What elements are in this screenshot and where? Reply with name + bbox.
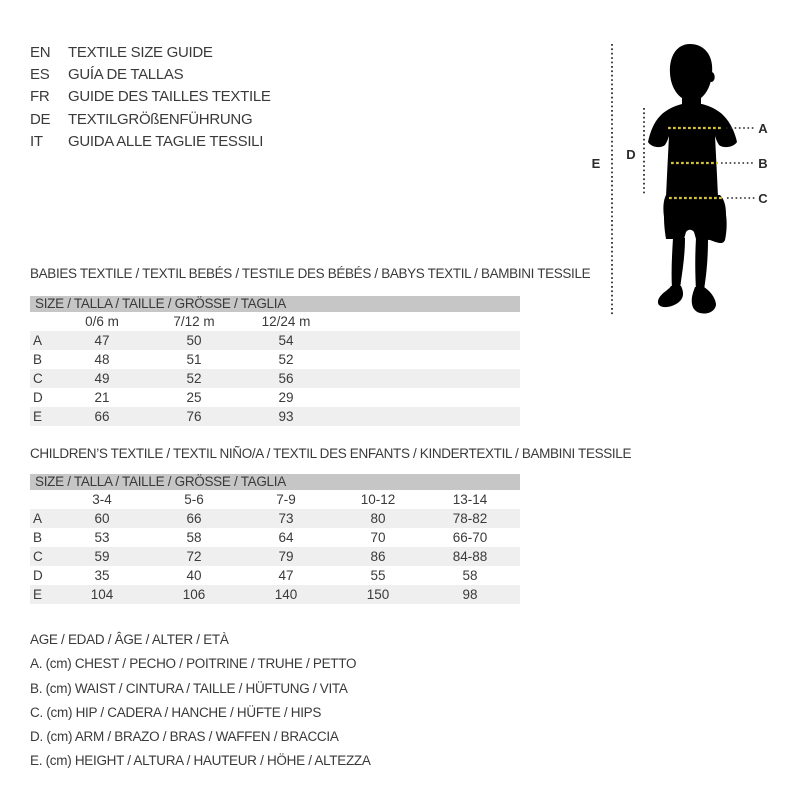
size-value: 49 — [94, 371, 110, 386]
language-code: IT — [30, 133, 43, 151]
legend-line: D. (cm) ARM / BRAZO / BRAS / WAFFEN / BRACCIA — [30, 729, 339, 745]
size-value: 66 — [94, 409, 110, 424]
language-guide-title: GUIDA ALLE TAGLIE TESSILI — [68, 133, 264, 151]
row-label-spacer — [30, 312, 56, 331]
row-label: A — [33, 511, 43, 526]
size-value: 52 — [186, 371, 202, 386]
children-section-title: CHILDREN’S TEXTILE / TEXTIL NIÑO/A / TEXTIL DES ENFANTS / KINDERTEXTIL / BAMBINI TESSILE — [30, 446, 632, 461]
size-value: 29 — [278, 390, 294, 405]
size-value: 86 — [370, 549, 386, 564]
size-value: 80 — [370, 511, 386, 526]
size-column-header: 10-12 — [360, 492, 396, 507]
language-title-list — [30, 41, 271, 153]
size-value: 40 — [186, 568, 202, 583]
left-shoe — [658, 286, 683, 307]
language-guide-title: GUÍA DE TALLAS — [68, 66, 184, 84]
shorts — [663, 195, 726, 243]
d-label: D — [626, 147, 636, 162]
row-label: C — [33, 371, 43, 386]
language-guide-title: GUIDE DES TAILLES TEXTILE — [68, 88, 271, 106]
row-label-spacer — [30, 490, 56, 509]
size-value: 58 — [186, 530, 202, 545]
ear — [708, 72, 714, 82]
language-row — [30, 63, 271, 85]
language-guide-title: TEXTILGRÖßENFÜHRUNG — [68, 110, 253, 128]
size-value: 52 — [278, 352, 294, 367]
language-guide-title: TEXTILE SIZE GUIDE — [68, 43, 213, 61]
right-leg — [695, 238, 708, 290]
language-code: FR — [30, 88, 50, 106]
legend-line: C. (cm) HIP / CADERA / HANCHE / HÜFTE / HIPS — [30, 704, 322, 720]
size-value: 84-88 — [452, 549, 488, 564]
language-code: EN — [30, 43, 51, 61]
size-value: 66 — [186, 511, 202, 526]
measurement-row — [30, 369, 520, 388]
size-value: 106 — [182, 587, 206, 602]
children-size-table — [30, 474, 520, 604]
size-value: 104 — [90, 587, 114, 602]
babies-section-title: BABIES TEXTILE / TEXTIL BEBÉS / TESTILE DES BÉBÉS / BABYS TEXTIL / BAMBINI TESSILE — [30, 266, 591, 281]
row-label: B — [33, 530, 43, 545]
size-value: 48 — [94, 352, 110, 367]
legend-line: E. (cm) HEIGHT / ALTURA / HAUTEUR / HÖHE / ALTEZZA — [30, 753, 371, 769]
language-row — [30, 108, 271, 130]
column-header-row — [30, 490, 520, 509]
e-label: E — [591, 156, 601, 171]
size-value: 73 — [278, 511, 294, 526]
measurement-row — [30, 528, 520, 547]
size-value: 66-70 — [452, 530, 488, 545]
size-column-header: 5-6 — [184, 492, 204, 507]
legend-line: AGE / EDAD / ÂGE / ALTER / ETÀ — [30, 632, 229, 647]
size-value: 25 — [186, 390, 202, 405]
b-label: B — [758, 156, 768, 171]
child-silhouette — [648, 44, 737, 314]
size-value: 58 — [462, 568, 478, 583]
size-value: 56 — [278, 371, 294, 386]
measurement-row — [30, 566, 520, 585]
row-label: E — [33, 409, 43, 424]
head — [670, 44, 712, 105]
legend-line: A. (cm) CHEST / PECHO / POITRINE / TRUHE / PETTO — [30, 656, 357, 672]
size-value: 35 — [94, 568, 110, 583]
row-label: C — [33, 549, 43, 564]
c-label: C — [758, 191, 768, 206]
size-value: 21 — [94, 390, 110, 405]
size-value: 53 — [94, 530, 110, 545]
language-code: DE — [30, 110, 51, 128]
size-column-header: 0/6 m — [85, 314, 119, 329]
size-value: 79 — [278, 549, 294, 564]
column-header-row — [30, 312, 520, 331]
language-code: ES — [30, 66, 50, 84]
measurement-row — [30, 388, 520, 407]
size-column-header: 7-9 — [276, 492, 296, 507]
size-value: 72 — [186, 549, 202, 564]
measurement-legend — [30, 628, 371, 774]
size-value: 150 — [366, 587, 390, 602]
child-measurement-diagram — [580, 25, 800, 325]
size-value: 64 — [278, 530, 294, 545]
measurement-row — [30, 350, 520, 369]
row-label: D — [33, 568, 43, 583]
measurement-row — [30, 407, 520, 426]
height-measure-e — [592, 44, 612, 316]
size-value: 98 — [462, 587, 478, 602]
size-value: 47 — [94, 333, 110, 348]
torso-shirt — [648, 104, 737, 197]
legend-line: B. (cm) WAIST / CINTURA / TAILLE / HÜFTUNG / VITA — [30, 680, 348, 696]
size-value: 76 — [186, 409, 202, 424]
language-row — [30, 131, 271, 153]
size-header-bar: SIZE / TALLA / TAILLE / GRÖSSE / TAGLIA — [30, 474, 520, 490]
a-label: A — [758, 121, 768, 136]
size-value: 93 — [278, 409, 294, 424]
row-label: B — [33, 352, 43, 367]
size-value: 140 — [274, 587, 298, 602]
size-value: 51 — [186, 352, 202, 367]
size-value: 50 — [186, 333, 202, 348]
language-row — [30, 86, 271, 108]
row-label: A — [33, 333, 43, 348]
size-column-header: 12/24 m — [261, 314, 311, 329]
size-value: 59 — [94, 549, 110, 564]
size-header-bar: SIZE / TALLA / TAILLE / GRÖSSE / TAGLIA — [30, 296, 520, 312]
arm-measure-d — [626, 108, 644, 195]
size-value: 78-82 — [452, 511, 488, 526]
measurement-row — [30, 509, 520, 528]
measurement-row — [30, 585, 520, 604]
right-shoe — [692, 287, 716, 314]
row-label: E — [33, 587, 43, 602]
row-label: D — [33, 390, 43, 405]
left-leg — [672, 238, 685, 289]
size-value: 60 — [94, 511, 110, 526]
size-value: 70 — [370, 530, 386, 545]
size-value: 47 — [278, 568, 294, 583]
language-row — [30, 41, 271, 63]
size-column-header: 7/12 m — [173, 314, 215, 329]
size-value: 54 — [278, 333, 294, 348]
size-value: 55 — [370, 568, 386, 583]
measurement-row — [30, 331, 520, 350]
measurement-row — [30, 547, 520, 566]
size-column-header: 3-4 — [92, 492, 112, 507]
size-column-header: 13-14 — [452, 492, 488, 507]
babies-size-table — [30, 296, 520, 426]
